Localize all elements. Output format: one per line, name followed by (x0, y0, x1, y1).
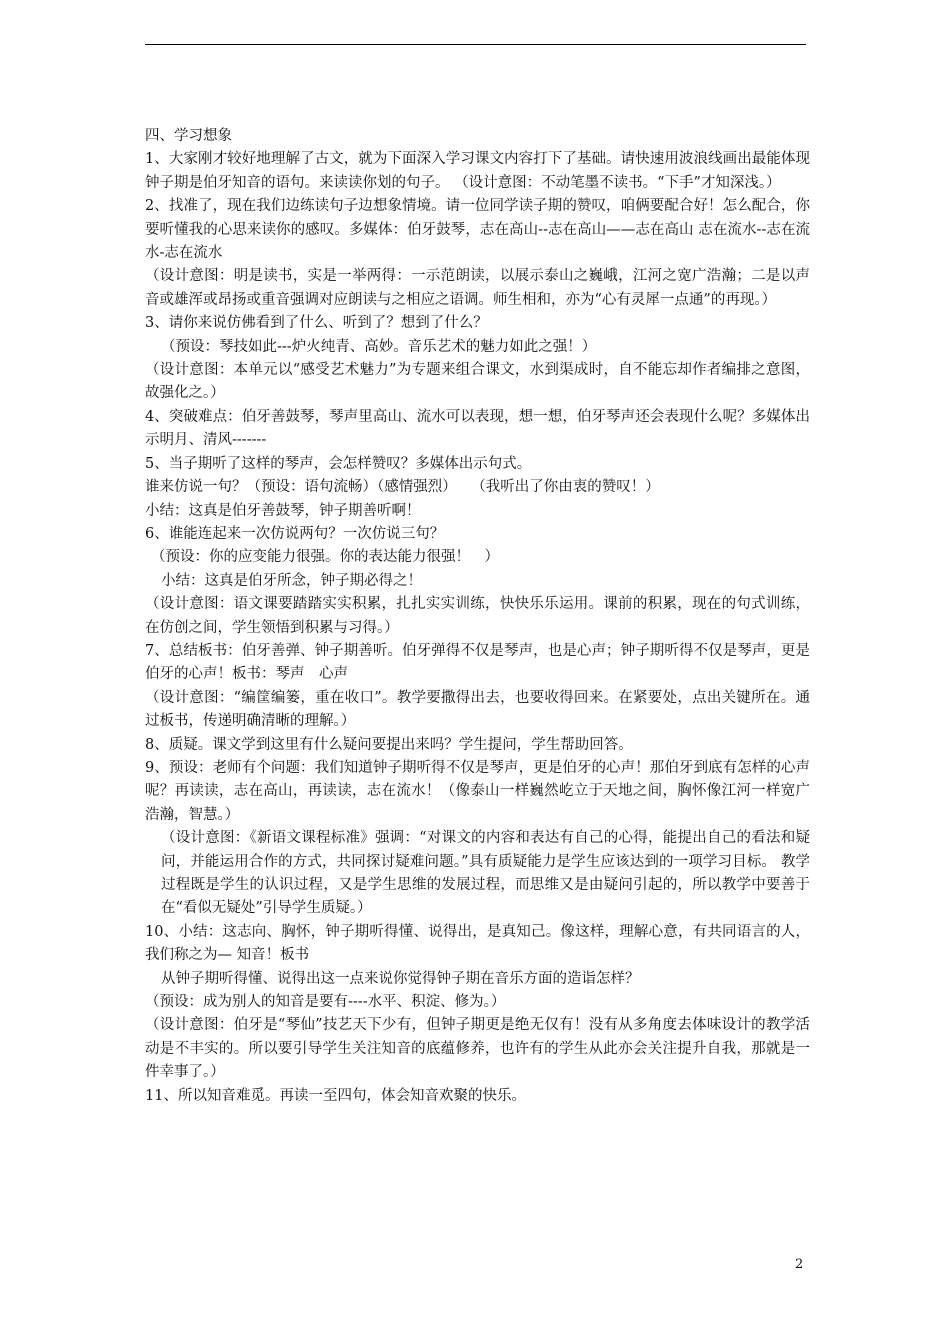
paragraph-step-8: 8、质疑。课文学到这里有什么疑问要提出来吗？学生提问，学生帮助回答。 (145, 736, 633, 753)
paragraph-design-intent-2: （设计意图：明是读书，实是一举两得：一示范朗读，以展示泰山之巍峨，江河之宽广浩瀚；二是以声音或雄浑或昂扬或重音强调对应朗读与之相应之语调。师生相和，亦为“心有灵犀一点通”的再现。） (145, 268, 810, 308)
paragraph-step-10: 10、小结：这志向、胸怀，钟子期听得懂、说得出，是真知己。像这样，理解心意，有共同语言的人，我们称之为— 知音！板书 (145, 923, 810, 964)
paragraph-preset-3: （预设：琴技如此---炉火纯青、高妙。音乐艺术的魅力如此之强！） (161, 338, 597, 355)
paragraph-step-3: 3、请你来说仿佛看到了什么、听到了？想到了什么？ (145, 315, 488, 332)
paragraph-design-intent-10: （设计意图：伯牙是“琴仙”技艺天下少有，但钟子期更是绝无仅有！没有从多角度去体味设计的教学活动是不丰实的。所以要引导学生关注知音的底蕴修养，也许有的学生从此亦会关注提升自我，那就是一件幸事了。） (145, 1017, 810, 1081)
paragraph-step-7: 7、总结板书：伯牙善弹、钟子期善听。伯牙弹得不仅是琴声，也是心声；钟子期听得不仅是琴声，更是伯牙的心声！板书：琴声 心声 (145, 642, 810, 683)
paragraph-step-1: 1、大家刚才较好地理解了古文，就为下面深入学习课文内容打下了基础。请快速用波浪线画出最能体现钟子期是伯牙知音的语句。来读读你划的句子。 （设计意图：不动笔墨不读书。“下手”才知深浅。） (145, 151, 810, 191)
paragraph-preset-6: （预设：你的应变能力很强。你的表达能力很强！ ） (151, 549, 499, 566)
header-rule (145, 44, 806, 45)
paragraph-design-intent-3: （设计意图：本单元以“感受艺术魅力”为专题来组合课文，水到渠成时，自不能忘却作者编排之意图，故强化之。） (145, 362, 810, 402)
paragraph-step-11: 11、所以知音难觅。再读一至四句，体会知音欢聚的快乐。 (145, 1087, 526, 1104)
page-number: 2 (795, 1257, 804, 1272)
section-title: 四、学习想象 (145, 128, 232, 144)
paragraph-step-5: 5、当子期听了这样的琴声，会怎样赞叹？多媒体出示句式。 (145, 455, 532, 472)
paragraph-step-9: 9、预设：老师有个问题：我们知道钟子期听得不仅是琴声，更是伯牙的心声！那伯牙到底有怎样的心声呢？再读读，志在高山，再读读，志在流水！（像泰山一样巍然屹立于天地之间，胸怀像江河一样宽广浩瀚，智慧。） (145, 759, 810, 823)
paragraph-summary-6: 小结：这真是伯牙所念，钟子期必得之！ (161, 572, 422, 589)
paragraph-design-intent-7: （设计意图：“编筐编篓，重在收口”。教学要撒得出去，也要收得回来。在紧要处，点出关键所在。通过板书，传递明确清晰的理解。） (145, 689, 810, 730)
paragraph-imitation-prompt: 谁来仿说一句？（预设：语句流畅）（感情强烈） （我听出了你由衷的赞叹！） (145, 479, 660, 496)
paragraph-step-4: 4、突破难点：伯牙善鼓琴，琴声里高山、流水可以表现，想一想，伯牙琴声还会表现什么呢？多媒体出示明月、清风------- (145, 408, 810, 449)
paragraph-preset-10: （预设：成为别人的知音是要有----水平、积淀、修为。） (145, 994, 506, 1011)
paragraph-step-6: 6、谁能连起来一次仿说两句？一次仿说三句？ (145, 525, 445, 542)
paragraph-design-intent-6: （设计意图：语文课要踏踏实实积累，扎扎实实训练，快快乐乐运用。课前的积累，现在的句式训练，在仿创之间，学生领悟到积累与习得。） (145, 596, 810, 636)
paragraph-summary-5: 小结：这真是伯牙善鼓琴，钟子期善听啊！ (145, 502, 421, 519)
paragraph-step-2: 2、找准了，现在我们边练读句子边想象情境。请一位同学读子期的赞叹，咱俩要配合好！怎么配合，你要听懂我的心思来读你的感叹。多媒体：伯牙鼓琴，志在高山--志在高山——志在高山 志在流水--志在流水-志在流水 (145, 198, 810, 262)
document-body (145, 125, 810, 1108)
paragraph-design-intent-9: （设计意图：《新语文课程标准》强调：“对课文的内容和表达有自己的心得，能提出自己的看法和疑问，并能运用合作的方式，共同探讨疑难问题。”具有质疑能力是学生应该达到的一项学习目标。 教学过程既是学生的认识过程，又是学生思维的发展过程，而思维又是由疑问引起的，所以教学中要善于在“看似无疑处”引导学生质疑。） (161, 830, 810, 917)
paragraph-question-10: 从钟子期听得懂、说得出这一点来说你觉得钟子期在音乐方面的造诣怎样？ (161, 970, 640, 987)
